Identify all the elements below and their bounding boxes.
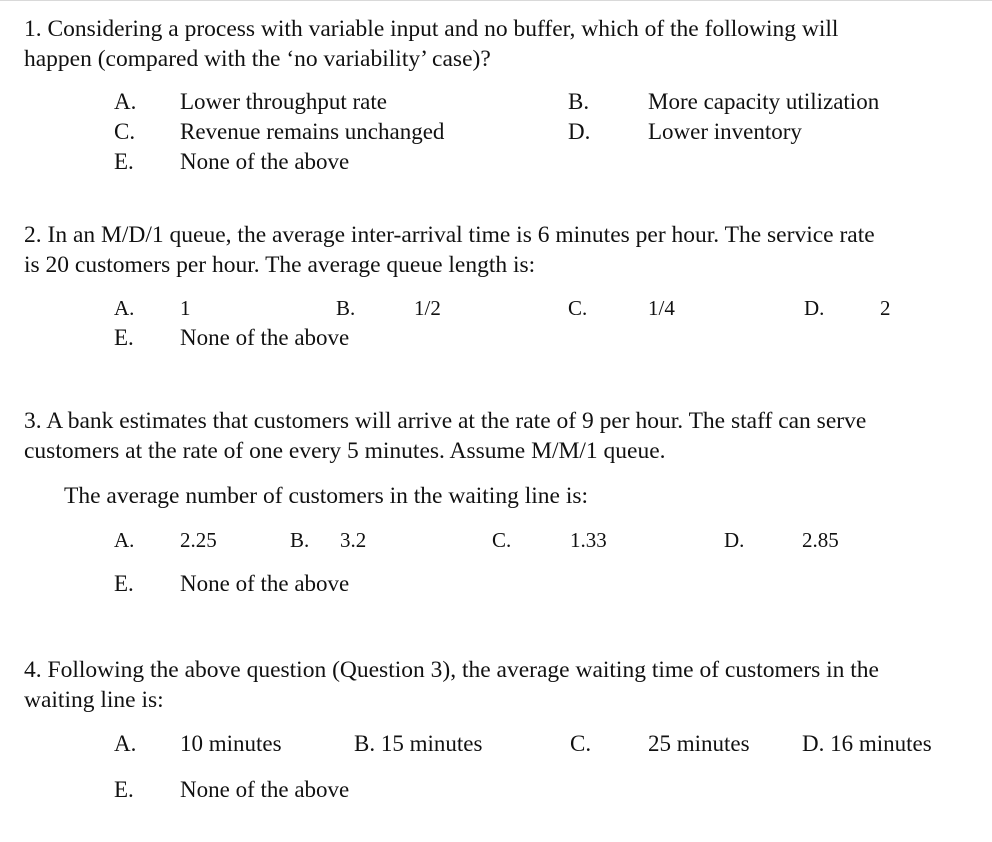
q2-option-e-text[interactable]: None of the above	[180, 325, 350, 350]
question-3-subprompt: The average number of customers in the waiting line is:	[64, 483, 589, 509]
q3-option-c-letter: C.	[492, 528, 512, 552]
question-2-text-line2: is 20 customers per hour. The average queue length is:	[24, 252, 536, 278]
q1-option-a-letter: A.	[114, 89, 137, 114]
question-1-text-line2: happen (compared with the ‘no variability’ case)?	[24, 46, 491, 72]
q4-option-c-letter: C.	[570, 731, 592, 756]
question-2-text-line1: 2. In an M/D/1 queue, the average inter-arrival time is 6 minutes per hour. The service rate	[24, 222, 875, 248]
q1-option-a-text[interactable]: Lower throughput rate	[180, 89, 387, 114]
question-4-text-line1: 4. Following the above question (Question 3), the average waiting time of customers in the	[24, 657, 879, 683]
q3-option-c-text[interactable]: 1.33	[570, 528, 607, 552]
q1-option-b-text[interactable]: More capacity utilization	[648, 89, 880, 114]
q4-option-e-text[interactable]: None of the above	[180, 777, 350, 802]
q1-option-b-letter: B.	[568, 89, 590, 114]
q3-option-d-letter: D.	[724, 528, 745, 552]
q2-option-c-letter: C.	[568, 296, 588, 320]
q1-option-c-text[interactable]: Revenue remains unchanged	[180, 119, 445, 144]
q3-option-a-letter: A.	[114, 528, 135, 552]
question-4-text-line2: waiting line is:	[24, 687, 164, 713]
q1-option-e-text[interactable]: None of the above	[180, 149, 350, 174]
q3-option-b-text[interactable]: 3.2	[340, 528, 367, 552]
q2-option-a-letter: A.	[114, 296, 135, 320]
q4-option-c-text[interactable]: 25 minutes	[648, 731, 750, 756]
q2-option-c-text[interactable]: 1/4	[648, 296, 675, 320]
question-1-text-line1: 1. Considering a process with variable input and no buffer, which of the following will	[24, 16, 839, 42]
q3-option-b-letter: B.	[290, 528, 310, 552]
question-3-text-line2: customers at the rate of one every 5 minutes. Assume M/M/1 queue.	[24, 438, 666, 464]
q2-option-b-letter: B.	[336, 296, 356, 320]
q1-option-d-text[interactable]: Lower inventory	[648, 119, 802, 144]
q1-option-e-letter: E.	[114, 149, 134, 174]
q4-option-b-text[interactable]: B. 15 minutes	[354, 731, 483, 756]
q2-option-b-text[interactable]: 1/2	[414, 296, 441, 320]
q2-option-d-letter: D.	[804, 296, 825, 320]
q4-option-d-text[interactable]: D. 16 minutes	[802, 731, 932, 756]
q3-option-e-text[interactable]: None of the above	[180, 571, 350, 596]
q3-option-e-letter: E.	[114, 571, 134, 596]
q2-option-d-text[interactable]: 2	[880, 296, 891, 320]
q3-option-d-text[interactable]: 2.85	[802, 528, 839, 552]
q4-option-e-letter: E.	[114, 777, 134, 802]
top-divider	[0, 0, 992, 1]
q2-option-e-letter: E.	[114, 325, 134, 350]
q3-option-a-text[interactable]: 2.25	[180, 528, 217, 552]
q2-option-a-text[interactable]: 1	[180, 296, 191, 320]
q1-option-c-letter: C.	[114, 119, 136, 144]
q4-option-a-letter: A.	[114, 731, 137, 756]
question-3-text-line1: 3. A bank estimates that customers will arrive at the rate of 9 per hour. The staff can serve	[24, 408, 867, 434]
q4-option-a-text[interactable]: 10 minutes	[180, 731, 282, 756]
q1-option-d-letter: D.	[568, 119, 591, 144]
